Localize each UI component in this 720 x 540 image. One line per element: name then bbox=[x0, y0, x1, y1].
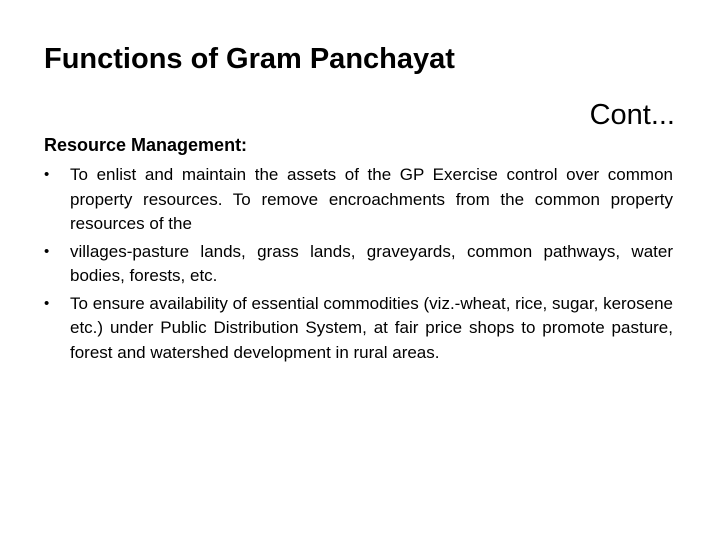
bullet-text-1: To enlist and maintain the assets of the GP Exercise control over common property resources. To remove encroachments from the common property resources of the bbox=[70, 165, 673, 233]
bullet-text-3: To ensure availability of essential commodities (viz.-wheat, rice, sugar, kerosene etc.) under Public Distribution System, at fair price shops to promote pasture, forest and watershed development in rural areas. bbox=[70, 293, 673, 362]
bullet-item-3 bbox=[44, 292, 673, 366]
bullet-item-1 bbox=[44, 163, 673, 237]
bullet-list bbox=[44, 163, 673, 368]
section-heading: Resource Management: bbox=[44, 135, 248, 155]
bullet-icon: • bbox=[44, 242, 50, 260]
slide-title: Functions of Gram Panchayat bbox=[44, 43, 455, 75]
bullet-icon: • bbox=[44, 166, 50, 183]
bullet-icon: • bbox=[44, 294, 50, 312]
bullet-item-2 bbox=[44, 240, 673, 289]
continuation-label: Cont... bbox=[589, 99, 675, 131]
bullet-text-2: villages-pasture lands, grass lands, graveyards, common pathways, water bodies, forests, etc. bbox=[70, 241, 673, 285]
